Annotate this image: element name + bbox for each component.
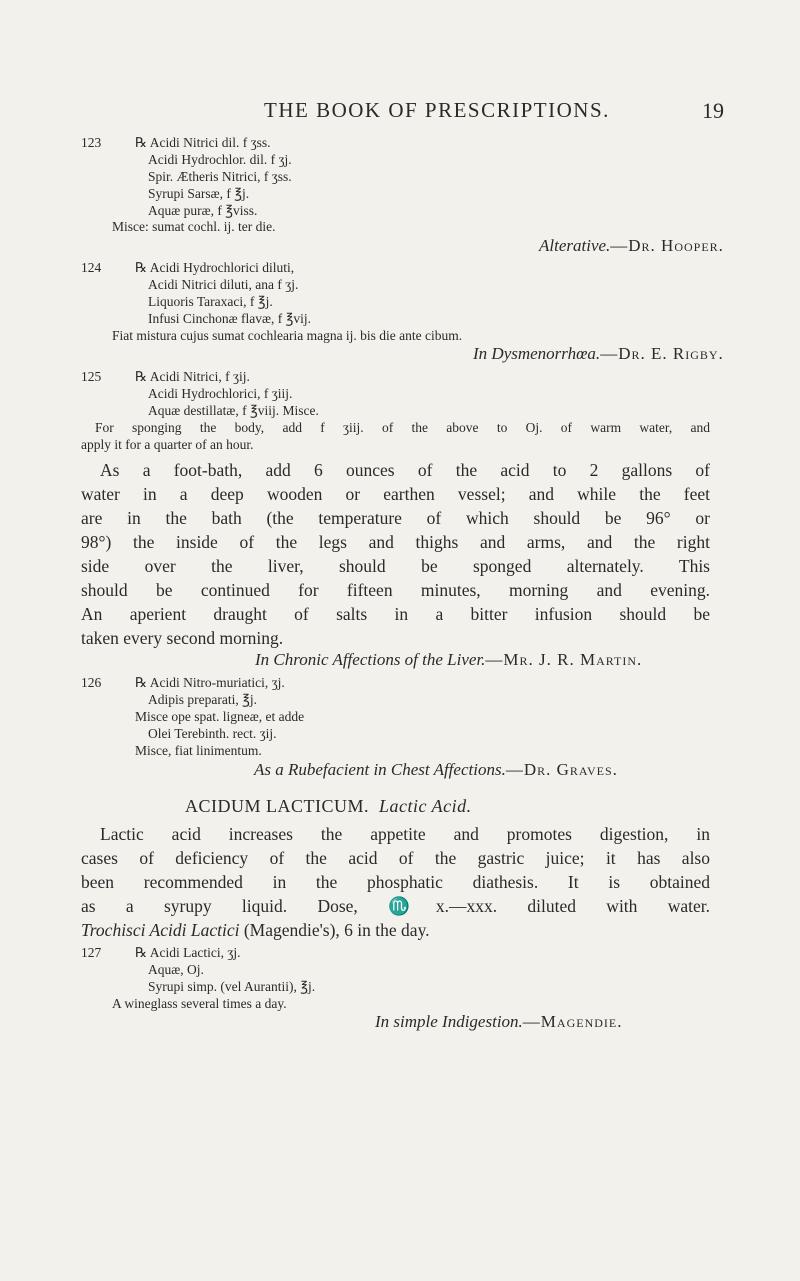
ingredient-line: Syrupi simp. (vel Aurantii), ℥j. bbox=[148, 979, 316, 994]
directions-line: apply it for a quarter of an hour. bbox=[81, 437, 254, 452]
ingredient-line: Liquoris Taraxaci, f ℥j. bbox=[148, 294, 273, 309]
attribution bbox=[473, 344, 724, 364]
section-title: ACIDUM LACTICUM. bbox=[185, 796, 370, 816]
attribution-author: —Magendie. bbox=[522, 1012, 623, 1031]
attribution bbox=[254, 760, 618, 780]
directions-line: Misce, fiat linimentum. bbox=[135, 743, 262, 758]
ingredient-line: Aquæ puræ, f ℥viss. bbox=[148, 203, 258, 218]
prescription-number: 124 bbox=[81, 260, 102, 275]
directions-line: Fiat mistura cujus sumat cochlearia magna ij. bis die ante cibum. bbox=[112, 328, 463, 343]
attribution-use: As a Rubefacient in Chest Affections. bbox=[254, 760, 506, 779]
attribution bbox=[255, 650, 642, 670]
attribution-author: —Dr. E. Rigby. bbox=[600, 344, 724, 363]
attribution-use: Alterative. bbox=[539, 236, 611, 255]
ingredient-line: Infusi Cinchonæ flavæ, f ℥vij. bbox=[148, 311, 312, 326]
attribution-use: In simple Indigestion. bbox=[375, 1012, 523, 1031]
attribution-use: In Chronic Affections of the Liver. bbox=[255, 650, 486, 669]
trochisci-label: Trochisci Acidi Lactici bbox=[81, 920, 240, 940]
ingredient-line: Acidi Hydrochlorici, f ʒiij. bbox=[148, 386, 293, 401]
running-header bbox=[0, 98, 800, 128]
body-text-line: side over the liver, should be sponged alternately. This bbox=[81, 556, 710, 576]
body-text-line: taken every second morning. bbox=[81, 628, 284, 648]
body-text-line: 98°) the inside of the legs and thighs and arms, and the right bbox=[81, 532, 710, 552]
ingredient-line: ℞ Acidi Nitrici dil. f ʒss. bbox=[135, 135, 271, 150]
prescription-number: 126 bbox=[81, 675, 102, 690]
body-text-line: are in the bath (the temperature of which should be 96° or bbox=[81, 508, 710, 528]
body-text-line: Lactic acid increases the appetite and promotes digestion, in bbox=[100, 824, 710, 844]
section-subtitle: Lactic Acid. bbox=[379, 796, 472, 816]
prescription-number: 127 bbox=[81, 945, 102, 960]
ingredient-line: ℞ Acidi Hydrochlorici diluti, bbox=[135, 260, 295, 275]
running-title: THE BOOK OF PRESCRIPTIONS. bbox=[264, 98, 610, 122]
body-text-line: as a syrupy liquid. Dose, ♏x.—xxx. diluted with water. bbox=[81, 896, 710, 916]
directions-line: A wineglass several times a day. bbox=[112, 996, 287, 1011]
attribution-author: —Dr. Hooper. bbox=[610, 236, 724, 255]
ingredient-line: Spir. Ætheris Nitrici, f ʒss. bbox=[148, 169, 292, 184]
directions-line: For sponging the body, add f ʒiij. of the above to Oj. of warm water, and bbox=[95, 420, 710, 435]
attribution-author: —Dr. Graves. bbox=[505, 760, 618, 779]
ingredient-line: Misce ope spat. ligneæ, et adde bbox=[135, 709, 305, 724]
body-text-line: should be continued for fifteen minutes, morning and evening. bbox=[81, 580, 710, 600]
page-number: 19 bbox=[702, 98, 724, 123]
ingredient-line: Aquæ destillatæ, f ℥viij. Misce. bbox=[148, 403, 319, 418]
trochisci-rest: (Magendie's), 6 in the day. bbox=[243, 920, 430, 940]
ingredient-line: Adipis preparati, ℥j. bbox=[148, 692, 258, 707]
ingredient-line: ℞ Acidi Nitrici, f ʒij. bbox=[135, 369, 250, 384]
prescription-number: 123 bbox=[81, 135, 102, 150]
body-text-line bbox=[81, 918, 430, 942]
body-text-line: been recommended in the phosphatic diathesis. It is obtained bbox=[81, 872, 710, 892]
ingredient-line: Acidi Hydrochlor. dil. f ʒj. bbox=[148, 152, 292, 167]
directions-line: Misce: sumat cochl. ij. ter die. bbox=[112, 219, 276, 234]
ingredient-line: Syrupi Sarsæ, f ℥j. bbox=[148, 186, 250, 201]
attribution-use: In Dysmenorrhœa. bbox=[473, 344, 601, 363]
body-text-line: cases of deficiency of the acid of the gastric juice; it has also bbox=[81, 848, 710, 868]
prescription-number: 125 bbox=[81, 369, 102, 384]
attribution-author: —Mr. J. R. Martin. bbox=[485, 650, 643, 669]
body-text-line: As a foot-bath, add 6 ounces of the acid to 2 gallons of bbox=[100, 460, 710, 480]
ingredient-line: Aquæ, Oj. bbox=[148, 962, 204, 977]
body-text-line: water in a deep wooden or earthen vessel; and while the feet bbox=[81, 484, 710, 504]
body-text-line: An aperient draught of salts in a bitter infusion should be bbox=[81, 604, 710, 624]
ingredient-line: ℞ Acidi Lactici, ʒj. bbox=[135, 945, 241, 960]
attribution bbox=[539, 236, 724, 256]
ingredient-line: Acidi Nitrici diluti, ana f ʒj. bbox=[148, 277, 299, 292]
section-heading bbox=[185, 796, 472, 817]
ingredient-line: ℞ Acidi Nitro-muriatici, ʒj. bbox=[135, 675, 285, 690]
ingredient-line: Olei Terebinth. rect. ʒij. bbox=[148, 726, 277, 741]
attribution bbox=[375, 1012, 622, 1032]
